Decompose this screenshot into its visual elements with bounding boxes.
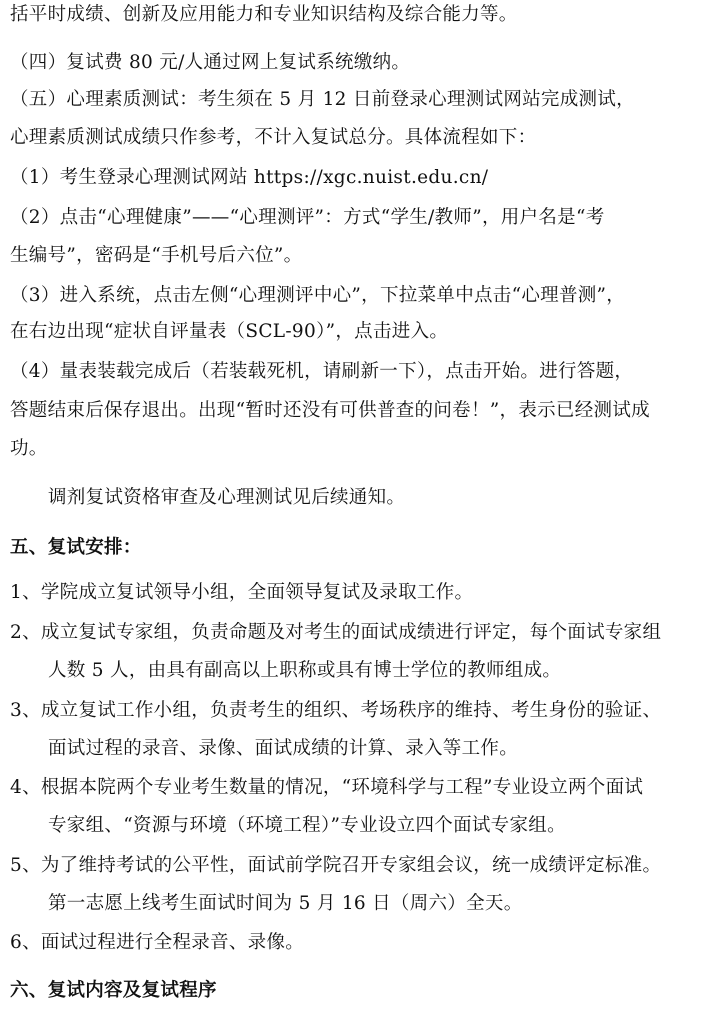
- section-heading: 五、复试安排：: [10, 537, 142, 558]
- text-line: （4）量表装载完成后（若装载死机，请刷新一下），点击开始。进行答题，: [10, 361, 634, 382]
- text-line: （五）心理素质测试：考生须在 5 月 12 日前登录心理测试网站完成测试，: [10, 89, 635, 110]
- text-line: 生编号”，密码是“手机号后六位”。: [10, 245, 303, 266]
- text-line: 调剂复试资格审查及心理测试见后续通知。: [48, 487, 406, 508]
- text-line: 4、根据本院两个专业考生数量的情况，“环境科学与工程”专业设立两个面试: [10, 777, 644, 798]
- section-heading: 六、复试内容及复试程序: [10, 980, 217, 1001]
- text-line: 心理素质测试成绩只作参考，不计入复试总分。具体流程如下：: [10, 127, 537, 148]
- text-line: 答题结束后保存退出。出现“暂时还没有可供普查的问卷！”，表示已经测试成: [10, 400, 650, 421]
- text-line: 5、为了维持考试的公平性，面试前学院召开专家组会议，统一成绩评定标准。: [10, 855, 662, 876]
- text-line: 在右边出现“症状自评量表（SCL-90）”，点击进入。: [10, 321, 449, 342]
- text-line: 专家组、“资源与环境（环境工程）”专业设立四个面试专家组。: [48, 815, 566, 836]
- text-line: 括平时成绩、创新及应用能力和专业知识结构及综合能力等。: [10, 4, 518, 25]
- text-line: （2）点击“心理健康”——“心理测评”：方式“学生/教师”，用户名是“考: [10, 207, 605, 228]
- text-line: （1）考生登录心理测试网站 https://xgc.nuist.edu.cn/: [10, 167, 489, 188]
- text-line: 人数 5 人，由具有副高以上职称或具有博士学位的教师组成。: [48, 660, 562, 681]
- text-line: 面试过程的录音、录像、面试成绩的计算、录入等工作。: [48, 738, 519, 759]
- text-line: （3）进入系统，点击左侧“心理测评中心”，下拉菜单中点击“心理普测”，: [10, 285, 626, 306]
- text-line: 第一志愿上线考生面试时间为 5 月 16 日（周六）全天。: [48, 893, 523, 914]
- text-line: （四）复试费 80 元/人通过网上复试系统缴纳。: [10, 52, 411, 73]
- text-line: 功。: [10, 438, 48, 459]
- text-line: 6、面试过程进行全程录音、录像。: [10, 932, 305, 953]
- text-line: 3、成立复试工作小组，负责考生的组织、考场秩序的维持、考生身份的验证、: [10, 700, 662, 721]
- text-line: 1、学院成立复试领导小组，全面领导复试及录取工作。: [10, 582, 474, 603]
- text-line: 2、成立复试专家组，负责命题及对考生的面试成绩进行评定，每个面试专家组: [10, 622, 662, 643]
